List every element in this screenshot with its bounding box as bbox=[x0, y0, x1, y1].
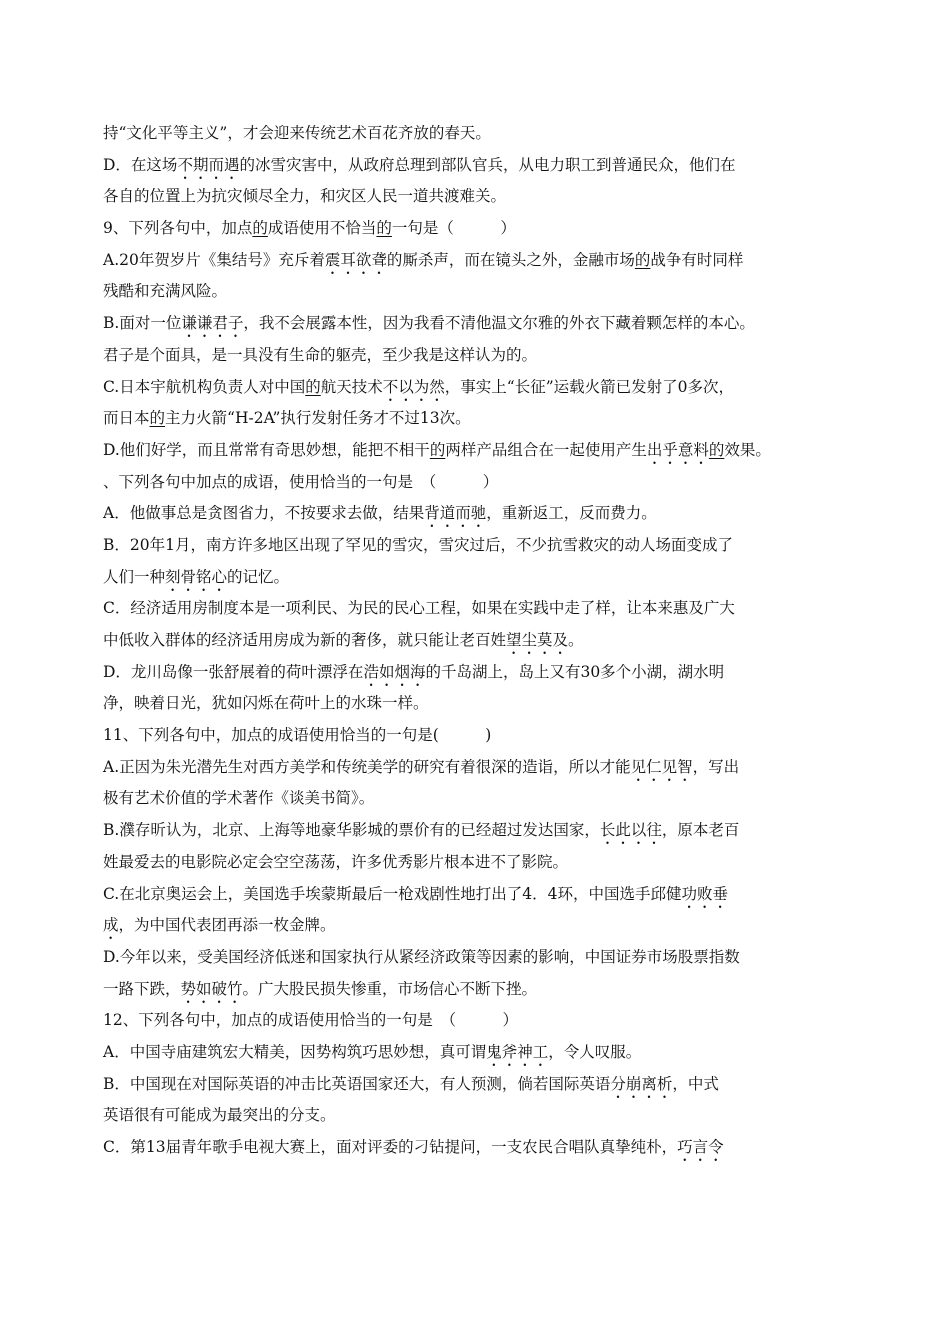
text-segment: D.今年以来，受美国经济低迷和国家执行从紧经济政策等因素的影响，中国证券市场股票指数 bbox=[103, 947, 740, 966]
text-line bbox=[103, 879, 855, 911]
dotted-idiom: 见仁见智 bbox=[630, 757, 693, 776]
text-segment: 而日本 bbox=[103, 409, 150, 428]
dotted-idiom: 鬼斧神工 bbox=[486, 1042, 549, 1061]
text-segment: 的记忆。 bbox=[227, 567, 290, 586]
text-line bbox=[103, 657, 855, 689]
text-segment: 、下列各句中加点的成语，使用恰当的一句是 （ ） bbox=[103, 472, 499, 491]
text-segment: D．在这场 bbox=[103, 155, 178, 174]
underlined-char: 的 bbox=[149, 409, 166, 428]
underlined-char: 的 bbox=[708, 440, 725, 459]
text-segment: 一路下跌， bbox=[103, 979, 181, 998]
text-segment: 一句是（ ） bbox=[391, 219, 516, 238]
text-segment: 成语使用不恰当 bbox=[267, 219, 377, 238]
text-segment: 各自的位置上为抗灾倾尽全力，和灾区人民一道共渡难关。 bbox=[103, 187, 507, 206]
text-segment: 12、下列各句中，加点的成语使用恰当的一句是 （ ） bbox=[103, 1011, 518, 1030]
text-segment: 极有艺术价值的学术著作《谈美书简》。 bbox=[103, 789, 375, 808]
text-line bbox=[103, 562, 855, 594]
text-line bbox=[103, 815, 855, 847]
text-line bbox=[103, 1005, 855, 1037]
text-line bbox=[103, 910, 855, 942]
text-segment: A.正因为朱光潜先生对西方美学和传统美学的研究有着很深的造诣，所以才能 bbox=[103, 757, 631, 776]
text-segment: 。广大股民损失惨重，市场信心不断下挫。 bbox=[242, 979, 538, 998]
text-segment: ，写出 bbox=[692, 757, 740, 776]
text-segment: D．龙川岛像一张舒展着的荷叶漂浮在 bbox=[103, 662, 364, 681]
text-segment: 人们一种 bbox=[103, 567, 166, 586]
text-segment: ，原本老百 bbox=[661, 821, 740, 840]
text-line bbox=[103, 720, 855, 752]
text-segment: 两样产品组合在一起使用产生 bbox=[445, 440, 647, 459]
text-segment: 的千岛湖上，岛上又有30多个小湖，湖水明 bbox=[425, 662, 725, 681]
text-segment: A．他做事总是贪图省力，不按要求去做，结果 bbox=[103, 504, 425, 523]
text-segment: 战争有时同样 bbox=[650, 250, 744, 269]
text-line bbox=[103, 150, 855, 182]
text-segment: 的厮杀声，而在镜头之外，金融市场 bbox=[386, 250, 635, 269]
text-line bbox=[103, 593, 855, 625]
text-line bbox=[103, 942, 855, 974]
text-segment: ，为中国代表团再添一枚金牌。 bbox=[118, 916, 336, 935]
text-line bbox=[103, 308, 855, 340]
text-segment: C．第13届青年歌手电视大赛上，面对评委的刁钻提问，一支农民合唱队真挚纯朴， bbox=[103, 1138, 678, 1156]
text-segment: B．中国现在对国际英语的冲击比英语国家还大，有人预测，倘若国际英语 bbox=[103, 1074, 611, 1093]
text-line bbox=[103, 847, 855, 879]
text-line bbox=[103, 783, 855, 815]
text-line bbox=[103, 340, 855, 372]
text-segment: 君子是个面具，是一具没有生命的躯壳，至少我是这样认为的。 bbox=[103, 345, 538, 364]
text-segment: A.20年贺岁片《集结号》充斥着 bbox=[103, 250, 325, 269]
dotted-idiom: 功败垂 bbox=[681, 884, 728, 903]
dotted-idiom: 成 bbox=[103, 916, 119, 935]
underlined-char: 的 bbox=[252, 219, 268, 238]
text-segment: ，令人叹服。 bbox=[548, 1042, 642, 1061]
text-segment: B.面对一位 bbox=[103, 314, 182, 333]
text-segment: 净，映着日光，犹如闪烁在荷叶上的水珠一样。 bbox=[103, 694, 429, 713]
dotted-idiom: 谦谦君子 bbox=[181, 314, 244, 333]
text-segment: ，事实上“长征”运载火箭已发射了0多次， bbox=[444, 377, 735, 396]
dotted-idiom: 巧言令 bbox=[677, 1138, 724, 1156]
text-segment: D.他们好学，而且常常有奇思妙想，能把不相干 bbox=[103, 440, 430, 459]
text-line bbox=[103, 181, 855, 213]
text-segment: 9、下列各句中，加点 bbox=[103, 219, 253, 238]
dotted-idiom: 浩如烟海 bbox=[363, 662, 426, 681]
text-segment: 11、下列各句中，加点的成语使用恰当的一句是( ) bbox=[103, 726, 492, 745]
text-segment: 英语很有可能成为最突出的分支。 bbox=[103, 1106, 336, 1125]
text-line bbox=[103, 752, 855, 784]
dotted-idiom: 背道而驰 bbox=[424, 504, 487, 523]
text-segment: ，中式 bbox=[672, 1074, 719, 1093]
text-segment: 。 bbox=[568, 631, 584, 649]
text-segment: 效果。 bbox=[724, 440, 771, 459]
dotted-idiom: 望尘莫及 bbox=[506, 631, 569, 649]
underlined-char: 的 bbox=[305, 377, 321, 396]
text-segment: 姓最爱去的电影院必定会空空荡荡，许多优秀影片根本进不了影院。 bbox=[103, 852, 569, 871]
text-line bbox=[103, 498, 855, 530]
text-line bbox=[103, 1100, 855, 1132]
text-line bbox=[103, 625, 855, 657]
text-line bbox=[103, 435, 855, 467]
text-line bbox=[103, 213, 855, 245]
text-segment: 的冰雪灾害中，从政府总理到部队官兵，从电力职工到普通民众，他们在 bbox=[239, 155, 736, 174]
text-line bbox=[103, 403, 855, 435]
underlined-char: 的 bbox=[429, 440, 446, 459]
dotted-idiom: 长此以往 bbox=[599, 821, 662, 840]
text-line bbox=[103, 245, 855, 277]
text-line bbox=[103, 688, 855, 720]
underlined-char: 的 bbox=[634, 250, 651, 269]
text-line bbox=[103, 276, 855, 308]
text-line bbox=[103, 467, 855, 499]
text-line bbox=[103, 372, 855, 404]
text-line bbox=[103, 1037, 855, 1069]
document-page bbox=[103, 118, 855, 1164]
text-segment: C.在北京奥运会上，美国选手埃蒙斯最后一枪戏剧性地打出了4．4环，中国选手邱健 bbox=[103, 884, 682, 903]
text-segment: B.濮存昕认为，北京、上海等地豪华影城的票价有的已经超过发达国家， bbox=[103, 821, 600, 840]
text-segment: C．经济适用房制度本是一项利民、为民的民心工程，如果在实践中走了样，让本来惠及广大 bbox=[103, 599, 735, 618]
text-line bbox=[103, 974, 855, 1006]
underlined-char: 的 bbox=[376, 219, 392, 238]
text-segment: 持“文化平等主义”，才会迎来传统艺术百花齐放的春天。 bbox=[103, 124, 491, 142]
dotted-idiom: 出乎意料 bbox=[646, 440, 709, 459]
text-segment: ，我不会展露本性，因为我看不清他温文尔雅的外衣下藏着颗怎样的本心。 bbox=[243, 314, 755, 333]
dotted-idiom: 刻骨铭心 bbox=[165, 567, 228, 586]
dotted-idiom: 不期而遇 bbox=[177, 155, 240, 174]
text-segment: 残酷和充满风险。 bbox=[103, 282, 228, 301]
text-line bbox=[103, 530, 855, 562]
dotted-idiom: 震耳欲聋 bbox=[324, 250, 387, 269]
text-segment: 航天技术 bbox=[320, 377, 383, 396]
text-line bbox=[103, 1132, 855, 1164]
text-segment: B．20年1月，南方许多地区出现了罕见的雪灾，雪灾过后，不少抗雪救灾的动人场面变成了 bbox=[103, 535, 733, 554]
dotted-idiom: 势如破竹 bbox=[180, 979, 243, 998]
text-segment: 中低收入群体的经济适用房成为新的奢侈，就只能让老百姓 bbox=[103, 631, 507, 649]
text-segment: 主力火箭“H-2A”执行发射任务才不过13次。 bbox=[165, 409, 471, 428]
text-line bbox=[103, 118, 855, 150]
text-line bbox=[103, 1069, 855, 1101]
dotted-idiom: 不以为然 bbox=[382, 377, 445, 396]
text-segment: A．中国寺庙建筑宏大精美，因势构筑巧思妙想，真可谓 bbox=[103, 1042, 487, 1061]
text-segment: ，重新返工，反而费力。 bbox=[486, 504, 657, 523]
text-segment: C.日本宇航机构负责人对中国 bbox=[103, 377, 306, 396]
dotted-idiom: 分崩离析 bbox=[610, 1074, 673, 1093]
